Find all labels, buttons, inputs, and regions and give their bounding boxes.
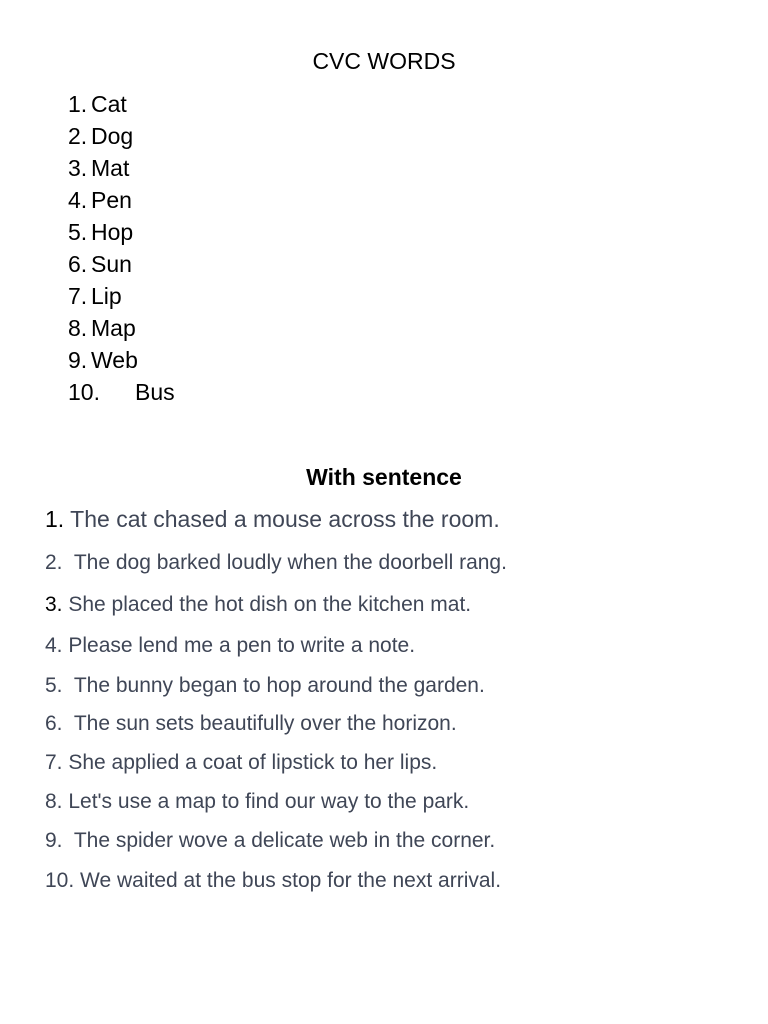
item-number: 4.	[68, 187, 88, 213]
sentence-text: The spider wove a delicate web in the corner.	[73, 829, 496, 852]
item-number: 10.	[68, 379, 100, 405]
sentence-number: 8.	[45, 790, 63, 813]
item-number: 5.	[68, 219, 88, 245]
list-item	[68, 90, 175, 122]
item-word: Bus	[135, 379, 175, 405]
sentence-number: 4.	[45, 634, 63, 657]
item-word: Sun	[91, 251, 132, 277]
sentence-number: 7.	[45, 751, 63, 774]
list-item	[68, 218, 175, 250]
section-subtitle: With sentence	[306, 464, 462, 490]
sentence-text: Let's use a map to find our way to the park.	[68, 790, 470, 813]
item-word: Web	[91, 347, 138, 373]
cvc-word-list	[68, 90, 175, 410]
list-item	[68, 346, 175, 378]
sentence-item	[45, 550, 507, 576]
sentence-item	[45, 633, 415, 659]
item-word: Hop	[91, 219, 134, 245]
item-word: Dog	[91, 123, 134, 149]
item-number: 6.	[68, 251, 88, 277]
list-item	[68, 122, 175, 154]
item-word: Map	[91, 315, 136, 341]
sentence-item	[45, 711, 457, 737]
sentence-item	[45, 673, 485, 699]
sentence-item	[45, 750, 437, 776]
item-word: Mat	[91, 155, 130, 181]
list-item	[68, 378, 175, 410]
sentence-item	[45, 868, 501, 894]
sentence-number: 9.	[45, 829, 63, 852]
sentence-text: We waited at the bus stop for the next arrival.	[80, 869, 502, 892]
sentence-item	[45, 828, 495, 854]
item-number: 1.	[68, 91, 88, 117]
sentence-number: 6.	[45, 712, 63, 735]
list-item	[68, 282, 175, 314]
sentence-text: She placed the hot dish on the kitchen mat.	[68, 593, 472, 616]
item-number: 9.	[68, 347, 88, 373]
page-title: CVC WORDS	[312, 48, 456, 74]
sentence-number: 1.	[45, 506, 65, 532]
sentence-item	[45, 506, 500, 532]
sentence-text: The dog barked loudly when the doorbell rang.	[73, 551, 507, 574]
sentence-number: 10.	[45, 869, 75, 892]
list-item	[68, 154, 175, 186]
item-number: 3.	[68, 155, 88, 181]
item-number: 7.	[68, 283, 88, 309]
list-item	[68, 314, 175, 346]
sentence-text: The sun sets beautifully over the horizon.	[73, 712, 457, 735]
sentence-text: She applied a coat of lipstick to her lips.	[68, 751, 438, 774]
sentence-item	[45, 592, 471, 618]
item-number: 8.	[68, 315, 88, 341]
list-item	[68, 186, 175, 218]
sentence-text: The bunny began to hop around the garden.	[73, 674, 485, 697]
item-word: Lip	[91, 283, 122, 309]
sentence-number: 2.	[45, 551, 63, 574]
sentence-number: 3.	[45, 593, 63, 616]
item-word: Pen	[91, 187, 132, 213]
sentence-text: The cat chased a mouse across the room.	[70, 506, 500, 532]
sentence-number: 5.	[45, 674, 63, 697]
item-word: Cat	[91, 91, 127, 117]
item-number: 2.	[68, 123, 88, 149]
sentence-text: Please lend me a pen to write a note.	[68, 634, 416, 657]
list-item	[68, 250, 175, 282]
sentence-item	[45, 789, 469, 815]
